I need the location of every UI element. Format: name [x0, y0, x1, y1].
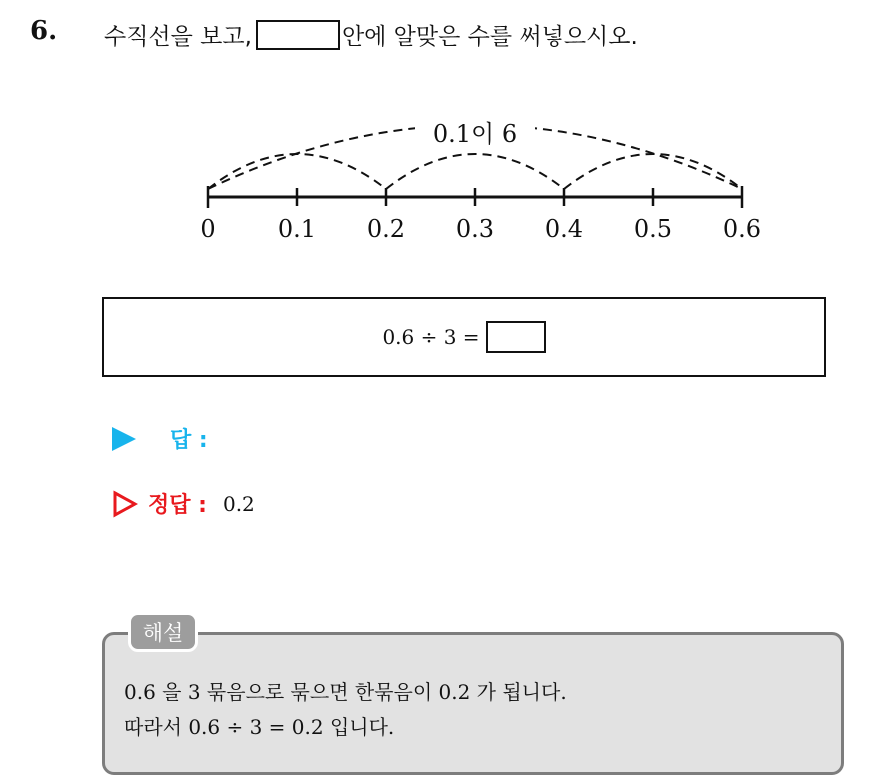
tick-label: 0.1	[277, 215, 317, 243]
short-jump-arc	[386, 154, 564, 189]
tick-label: 0.6	[722, 215, 762, 243]
question-blank-box	[256, 20, 340, 50]
number-line-ticks	[200, 186, 761, 243]
number-line	[180, 100, 780, 250]
outline-triangle-icon	[112, 490, 138, 518]
short-jump-arc	[208, 154, 386, 189]
play-triangle-icon	[112, 427, 136, 451]
explanation-tab: 해설	[128, 612, 198, 652]
answer-label: 답 :	[170, 428, 208, 453]
equation-answer-box	[486, 321, 546, 353]
correct-answer-label: 정답 :	[148, 493, 207, 518]
tick-label: 0.3	[455, 215, 495, 243]
question-number: 6.	[30, 16, 58, 46]
question-text-after: 안에 알맞은 수를 써넣으시오.	[341, 24, 638, 50]
equation-expression: 0.6 ÷ 3 =	[382, 325, 480, 349]
question-prompt	[104, 18, 638, 51]
correct-answer-value: 0.2	[222, 491, 255, 516]
explanation-line-2: 따라서 0.6 ÷ 3 = 0.2 입니다.	[124, 715, 395, 739]
tick-label: 0.2	[366, 215, 406, 243]
correct-answer-row	[112, 488, 255, 519]
question-text-before: 수직선을 보고,	[104, 24, 252, 50]
tick-label: 0.4	[544, 215, 584, 243]
answer-row	[112, 423, 208, 454]
arc-label: 0.1이 6	[432, 120, 518, 148]
tick-label: 0	[200, 215, 216, 243]
tick-label: 0.5	[633, 215, 673, 243]
explanation-line-1: 0.6 을 3 묶음으로 묶으면 한묶음이 0.2 가 됩니다.	[124, 680, 567, 704]
short-jump-arc	[564, 154, 742, 189]
equation-box	[102, 297, 826, 377]
